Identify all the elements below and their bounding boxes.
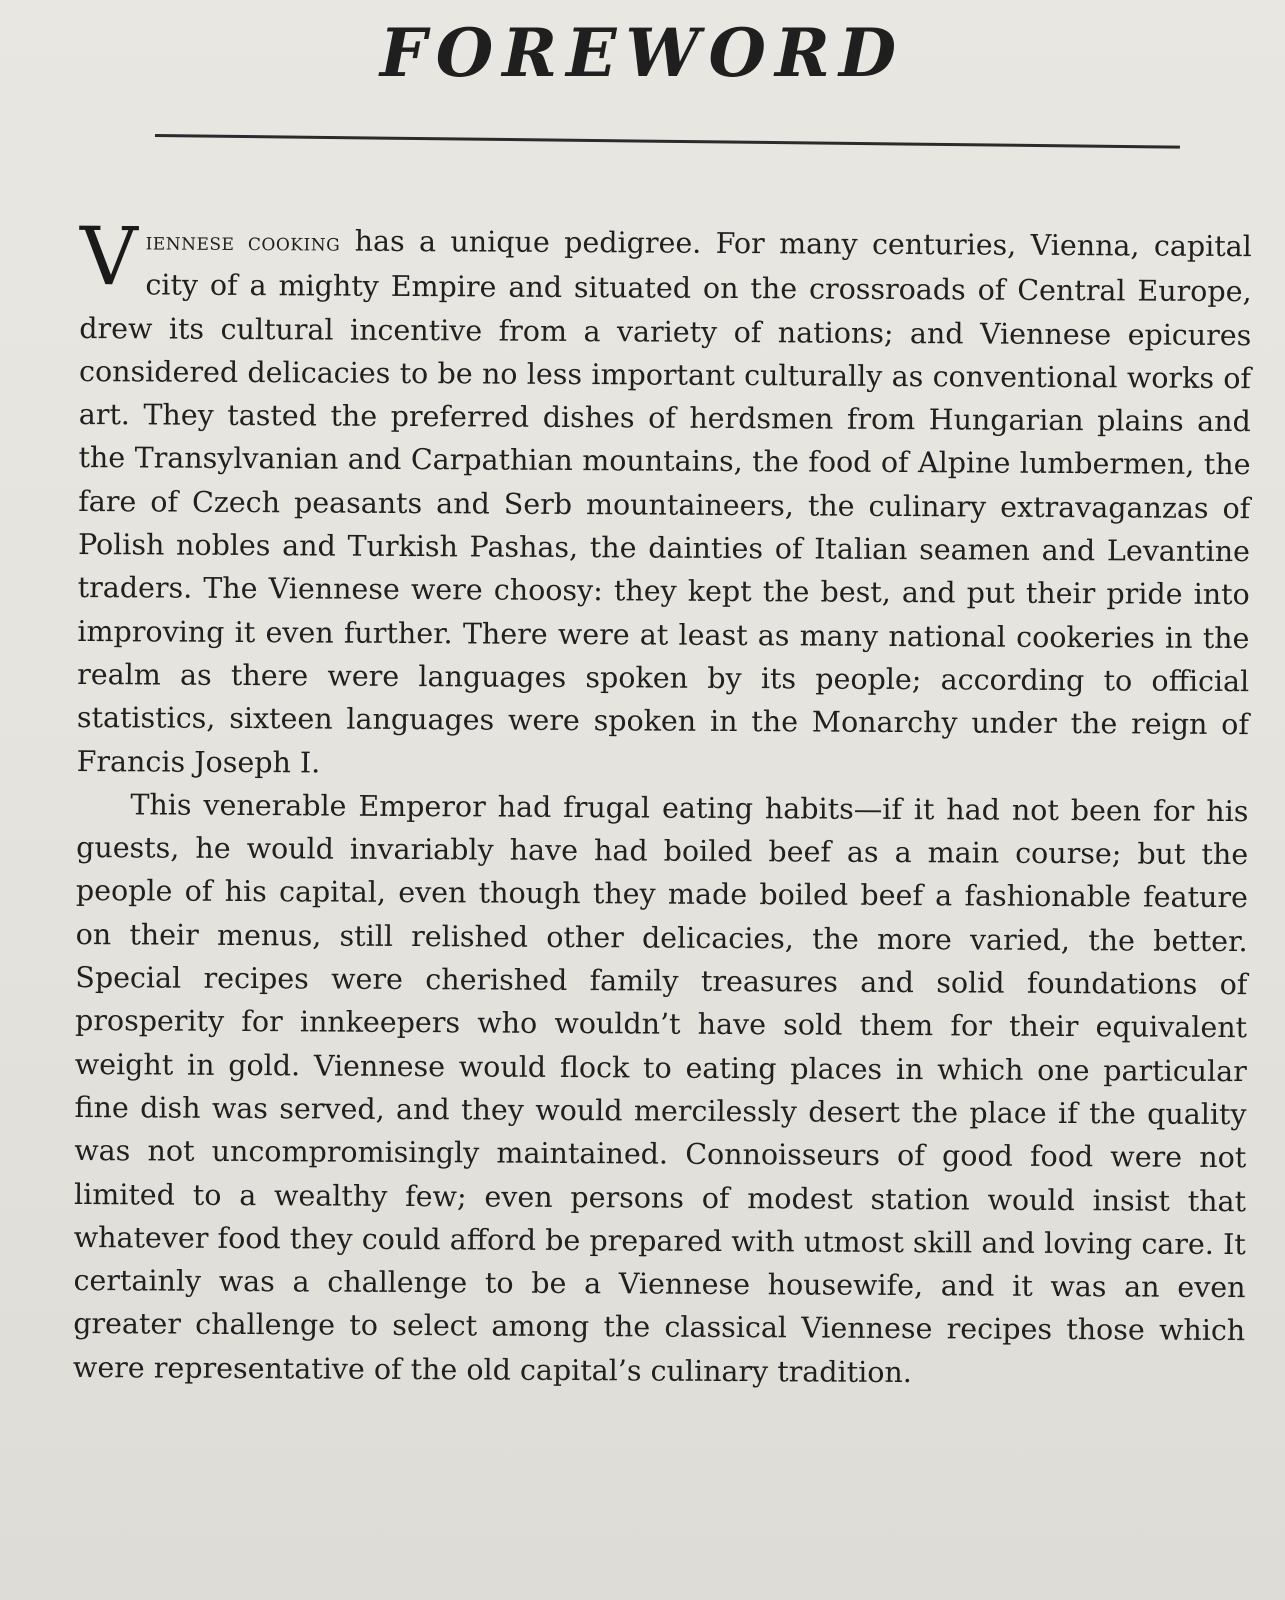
- paragraph-1-text: has a unique pedigree. For many centuries, Vienna, capital city of a mighty Empire and situated on the crossroads of Central Europe, drew its cultural incentive from a variety of nations; and Viennese epicures considered delicacies to be no less important culturally as conventional works of art. They tasted the preferred dishes of herdsmen from Hungarian plains and the Transylvanian and Carpathian mountains, the food of Alpine lumbermen, the fare of Czech peasants and Serb mountaineers, the culinary extravaganzas of Polish nobles and Turkish Pashas, the dainties of Italian seamen and Levantine traders. The Viennese were choosy: they kept the best, and put their pride into improving it even further. There were at least as many national cookeries in the realm as there were languages spoken by its people; according to official statistics, sixteen languages were spoken in the Monarchy under the reign of Francis Joseph I.: [76, 224, 1252, 780]
- paragraph-1: [76, 210, 1252, 790]
- page-title: FOREWORD: [379, 14, 906, 92]
- title-rule: [155, 134, 1180, 149]
- lead-in-small-caps: iennese cooking: [145, 227, 341, 257]
- paragraph-2: This venerable Emperor had frugal eating habits—if it had not been for his guests, he would invariably have had boiled beef as a main course; but the people of his capital, even though they made boiled beef a fashionable feature on their menus, still relished other delicacies, the more varied, the better. Special recipes were cherished family treasures and solid foundations of prosperity for innkeepers who wouldn’t have sold them for their equivalent weight in gold. Viennese would flock to eating places in which one particular fine dish was served, and they would mercilessly desert the place if the quality was not uncompromisingly maintained. Connoisseurs of good food were not limited to a wealthy few; even persons of modest station would insist that whatever food they could afford be prepared with utmost skill and loving care. It certainly was a challenge to be a Viennese housewife, and it was an even greater challenge to select among the classical Viennese recipes those which were representative of the old capital’s culinary tradition.: [72, 788, 1249, 1389]
- drop-cap: V: [79, 210, 138, 304]
- foreword-body: [72, 210, 1252, 1396]
